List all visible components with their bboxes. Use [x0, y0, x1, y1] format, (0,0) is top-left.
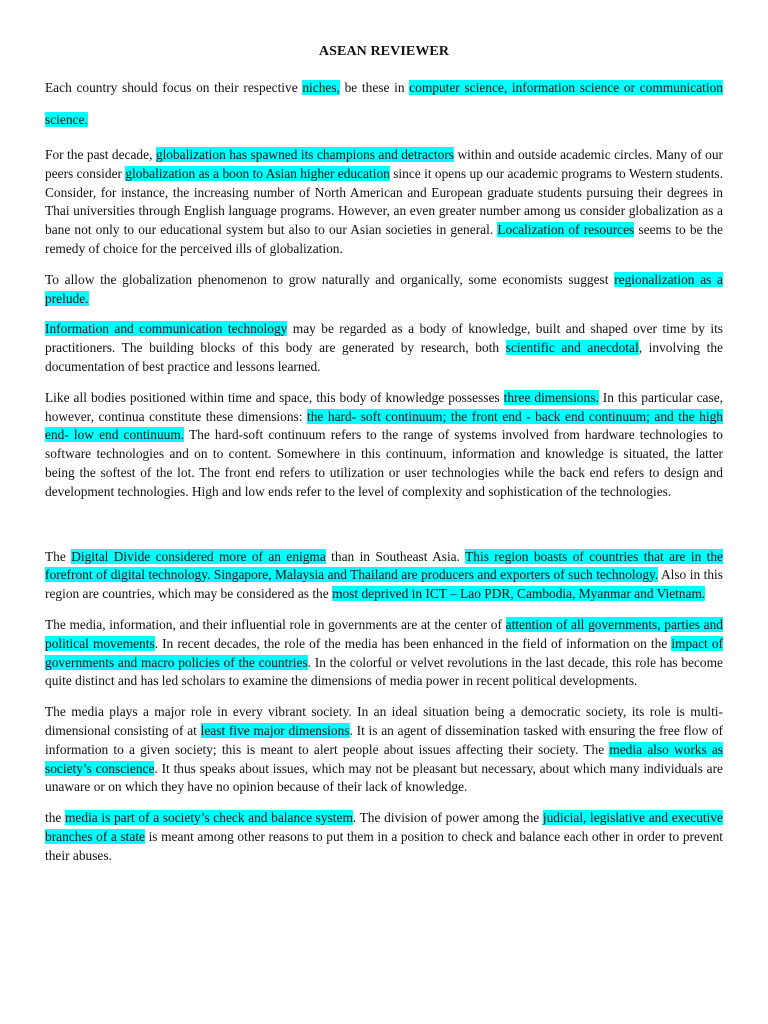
paragraph-niches	[45, 72, 723, 136]
highlighted-text: impact of governments and macro policies of the countries	[45, 635, 723, 670]
highlighted-text: Digital Divide considered more of an enigma	[71, 548, 326, 564]
body-text: than in Southeast Asia.	[325, 548, 466, 564]
paragraph-media-dimensions	[45, 703, 723, 797]
body-text: For the past decade,	[45, 147, 156, 162]
body-text: Like all bodies positioned within time and space, this body of knowledge possesses	[45, 389, 504, 405]
highlighted-text: attention of all governments, parties and political movements	[45, 616, 723, 651]
highlighted-text: least five major dimensions	[200, 722, 350, 738]
highlighted-text: niches,	[302, 80, 340, 95]
body-text: . It is an agent of dissemination tasked with ensuring the free flow of information to a given society; this is meant to alert people about issues affecting their society. The	[45, 722, 723, 757]
paragraph-regionalization	[45, 271, 723, 309]
body-text: The hard-soft continuum refers to the range of systems involved from hardware technologies to software technologies and on to content. Somewhere in this continuum, information and knowledge is situated, the latter being the softest of the lot. The front end refers to utilization or user technologies while the back end refers to design and development technologies. High and low ends refer to the level of complexity and sophistication of the technologies.	[45, 427, 723, 499]
body-text: To allow the globalization phenomenon to grow naturally and organically, some economists suggest	[45, 271, 615, 287]
highlighted-text: globalization as a boon to Asian higher education	[125, 165, 390, 181]
body-text: be these in	[339, 80, 410, 95]
body-text: seems to be the remedy of choice for the perceived ills of globalization.	[45, 222, 723, 256]
highlighted-text: three dimensions.	[503, 389, 599, 405]
highlighted-text: scientific and anecdotal	[505, 340, 639, 356]
body-text: The	[45, 548, 72, 564]
body-text: is meant among other reasons to put them in a position to check and balance each other in order to prevent their abuses.	[45, 828, 723, 863]
body-text: . It thus speaks about issues, which may not be pleasant but necessary, about which many individuals are unaware or on which they have no opinion because of their lack of knowledge.	[45, 760, 723, 795]
section-spacer	[45, 514, 723, 548]
paragraph-dimensions	[45, 389, 723, 502]
highlighted-text: judicial, legislative and executive branches of a state	[45, 810, 723, 844]
paragraph-digital-divide	[45, 548, 723, 604]
document-title: ASEAN REVIEWER	[318, 44, 450, 59]
body-text: since it opens up our academic programs to Western students. Consider, for instance, the increasing number of North American and European graduate students pursuing their degrees in Thai universities through English language programs. However, an even greater number among us consider globalization as a bane not only to our educational system but also to our Asian societies in general.	[45, 165, 723, 238]
highlighted-text: computer science, information science or communication science.	[45, 80, 723, 127]
paragraph-check-balance	[45, 809, 723, 865]
body-text: may be regarded as a body of knowledge, built and shaped over time by its practitioners. The building blocks of this body are generated by research, both	[45, 321, 723, 356]
body-text: In this particular case, however, continua constitute these dimensions:	[45, 389, 723, 424]
paragraph-globalization	[45, 146, 723, 259]
highlighted-text: media is part of a society’s check and balance system	[65, 810, 353, 826]
body-text: Each country should focus on their respective	[45, 80, 303, 95]
highlighted-text: media also works as society’s conscience	[45, 741, 724, 776]
body-text: the	[45, 810, 66, 826]
paragraph-ict	[45, 320, 723, 376]
body-text: . In recent decades, the role of the media has been enhanced in the field of information on the	[154, 635, 672, 651]
paragraph-media-role	[45, 616, 723, 691]
body-text: . In the colorful or velvet revolutions in the last decade, this role has become quite distinct and has led scholars to examine the dimensions of media power in recent political developments.	[45, 654, 723, 689]
body-text: within and outside academic circles. Many of our peers consider	[45, 147, 723, 181]
highlighted-text: regionalization as a prelude.	[45, 271, 723, 306]
highlighted-text: the hard- soft continuum; the front end - back end continuum; and the high end- low end continuum.	[45, 408, 723, 443]
body-text: The media plays a major role in every vibrant society. In an ideal situation being a democratic society, its role is multi-dimensional consisting of at	[45, 704, 723, 738]
highlighted-text: This region boasts of countries that are in the forefront of digital technology. Singapore, Malaysia and Thailand are producers and exporters of such technology.	[45, 548, 724, 583]
highlighted-text: most deprived in ICT – Lao PDR, Cambodia, Myanmar and Vietnam.	[332, 586, 706, 602]
highlighted-text: globalization has spawned its champions and detractors	[155, 147, 455, 162]
body-text: The media, information, and their influential role in governments are at the center of	[45, 616, 506, 632]
highlighted-text: Localization of resources	[497, 222, 635, 238]
body-text: Also in this region are countries, which may be considered as the	[45, 567, 723, 602]
body-text: . The division of power among the	[352, 810, 543, 826]
body-text: , involving the documentation of best practice and lessons learned.	[45, 340, 723, 374]
highlighted-text: Information and communication technology	[45, 321, 288, 337]
